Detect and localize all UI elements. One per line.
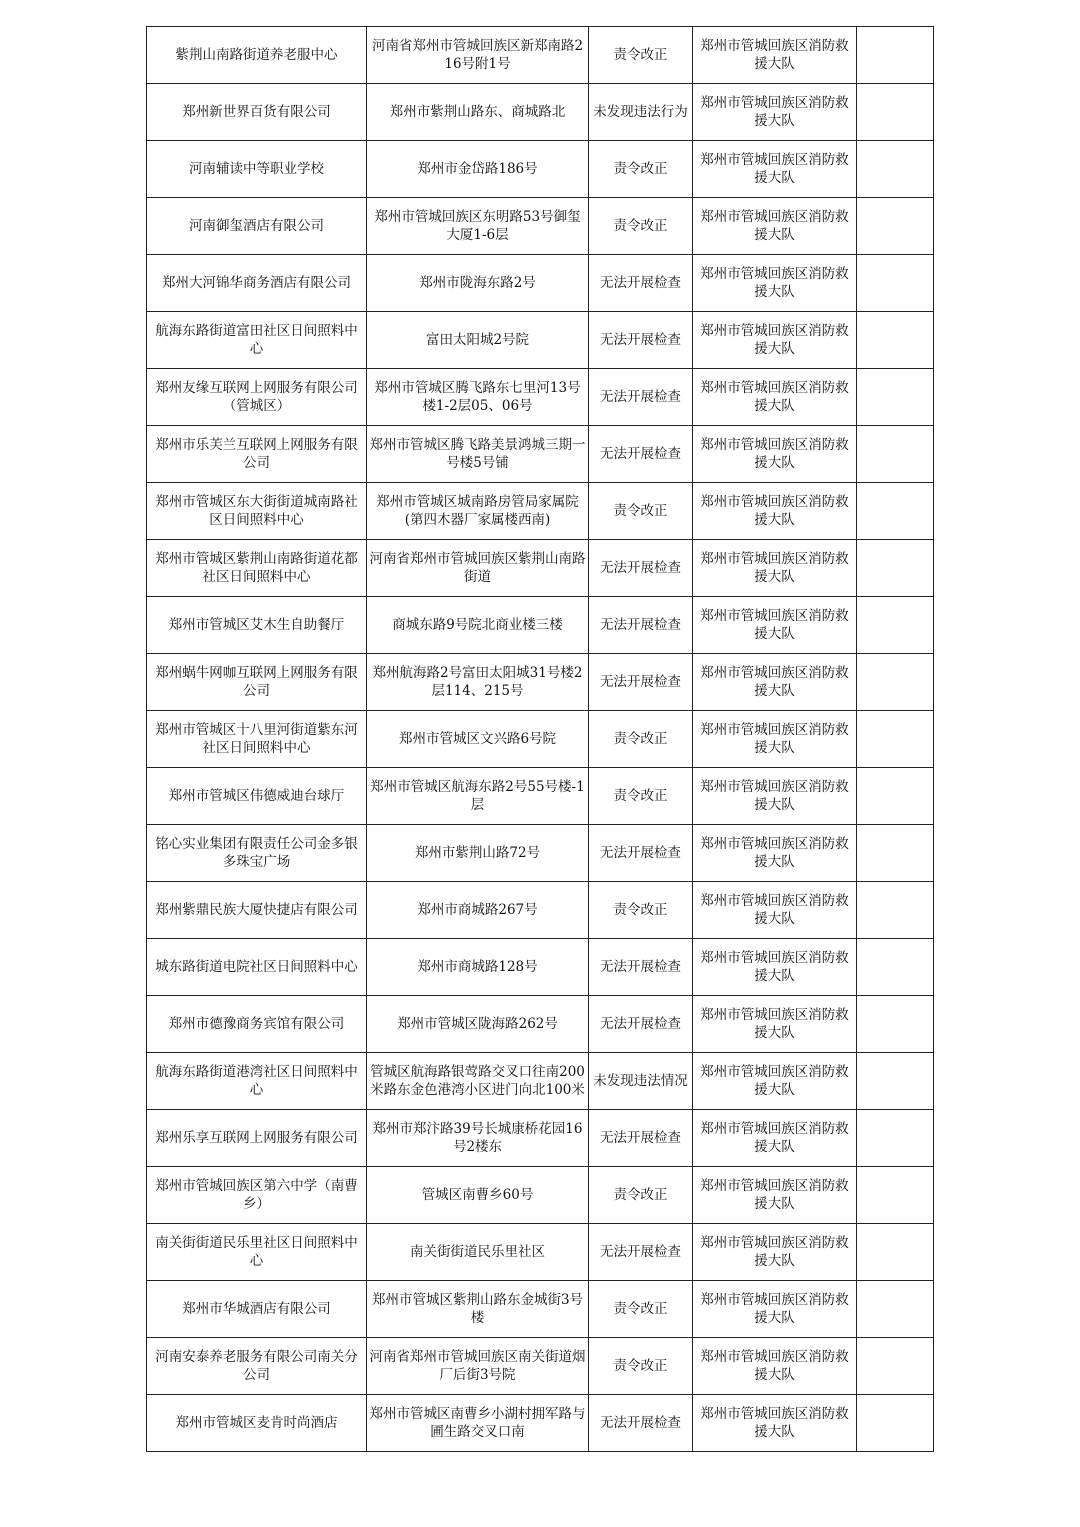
result-cell: 无法开展检查 [589, 369, 693, 426]
note-cell [857, 540, 934, 597]
unit-name-cell: 南关街街道民乐里社区日间照料中心 [147, 1224, 367, 1281]
department-cell: 郑州市管城回族区消防救援大队 [693, 198, 857, 255]
result-cell: 未发现违法行为 [589, 84, 693, 141]
unit-name-cell: 郑州市管城区麦肯时尚酒店 [147, 1395, 367, 1452]
department-cell: 郑州市管城回族区消防救援大队 [693, 996, 857, 1053]
table-row [147, 711, 934, 768]
unit-name-cell: 郑州友缘互联网上网服务有限公司（管城区） [147, 369, 367, 426]
address-cell: 郑州市金岱路186号 [367, 141, 589, 198]
result-cell: 无法开展检查 [589, 939, 693, 996]
department-cell: 郑州市管城回族区消防救援大队 [693, 255, 857, 312]
address-cell: 郑州市管城区文兴路6号院 [367, 711, 589, 768]
note-cell [857, 768, 934, 825]
note-cell [857, 825, 934, 882]
table-row [147, 141, 934, 198]
address-cell: 郑州市管城区陇海路262号 [367, 996, 589, 1053]
address-cell: 管城区南曹乡60号 [367, 1167, 589, 1224]
result-cell: 无法开展检查 [589, 540, 693, 597]
department-cell: 郑州市管城回族区消防救援大队 [693, 654, 857, 711]
note-cell [857, 84, 934, 141]
result-cell: 责令改正 [589, 1338, 693, 1395]
department-cell: 郑州市管城回族区消防救援大队 [693, 141, 857, 198]
unit-name-cell: 郑州市乐芙兰互联网上网服务有限公司 [147, 426, 367, 483]
address-cell: 郑州市管城区南曹乡小湖村拥军路与圃生路交叉口南 [367, 1395, 589, 1452]
department-cell: 郑州市管城回族区消防救援大队 [693, 1053, 857, 1110]
result-cell: 责令改正 [589, 1281, 693, 1338]
note-cell [857, 654, 934, 711]
department-cell: 郑州市管城回族区消防救援大队 [693, 84, 857, 141]
table-row [147, 483, 934, 540]
note-cell [857, 1338, 934, 1395]
note-cell [857, 597, 934, 654]
table-row [147, 768, 934, 825]
table-row [147, 255, 934, 312]
unit-name-cell: 郑州市管城区伟德威迪台球厅 [147, 768, 367, 825]
note-cell [857, 939, 934, 996]
unit-name-cell: 河南御玺酒店有限公司 [147, 198, 367, 255]
result-cell: 无法开展检查 [589, 1224, 693, 1281]
department-cell: 郑州市管城回族区消防救援大队 [693, 1167, 857, 1224]
table-row [147, 1167, 934, 1224]
department-cell: 郑州市管城回族区消防救援大队 [693, 483, 857, 540]
department-cell: 郑州市管城回族区消防救援大队 [693, 1338, 857, 1395]
address-cell: 郑州航海路2号富田太阳城31号楼2层114、215号 [367, 654, 589, 711]
address-cell: 郑州市紫荆山路东、商城路北 [367, 84, 589, 141]
department-cell: 郑州市管城回族区消防救援大队 [693, 597, 857, 654]
department-cell: 郑州市管城回族区消防救援大队 [693, 825, 857, 882]
note-cell [857, 1053, 934, 1110]
unit-name-cell: 郑州市德豫商务宾馆有限公司 [147, 996, 367, 1053]
table-row [147, 654, 934, 711]
result-cell: 责令改正 [589, 483, 693, 540]
result-cell: 责令改正 [589, 141, 693, 198]
unit-name-cell: 郑州市管城区东大街街道城南路社区日间照料中心 [147, 483, 367, 540]
table-row [147, 27, 934, 84]
table-row [147, 369, 934, 426]
table-row [147, 312, 934, 369]
table-row [147, 1338, 934, 1395]
note-cell [857, 141, 934, 198]
unit-name-cell: 河南辅读中等职业学校 [147, 141, 367, 198]
unit-name-cell: 河南安泰养老服务有限公司南关分公司 [147, 1338, 367, 1395]
unit-name-cell: 郑州市管城区艾木生自助餐厅 [147, 597, 367, 654]
table-row [147, 426, 934, 483]
department-cell: 郑州市管城回族区消防救援大队 [693, 939, 857, 996]
address-cell: 郑州市商城路128号 [367, 939, 589, 996]
table-row [147, 1281, 934, 1338]
result-cell: 未发现违法情况 [589, 1053, 693, 1110]
note-cell [857, 426, 934, 483]
unit-name-cell: 郑州乐享互联网上网服务有限公司 [147, 1110, 367, 1167]
unit-name-cell: 郑州市管城回族区第六中学（南曹乡） [147, 1167, 367, 1224]
address-cell: 郑州市管城区航海东路2号55号楼-1层 [367, 768, 589, 825]
unit-name-cell: 郑州大河锦华商务酒店有限公司 [147, 255, 367, 312]
department-cell: 郑州市管城回族区消防救援大队 [693, 27, 857, 84]
result-cell: 无法开展检查 [589, 825, 693, 882]
address-cell: 南关街街道民乐里社区 [367, 1224, 589, 1281]
result-cell: 责令改正 [589, 882, 693, 939]
table-row [147, 84, 934, 141]
unit-name-cell: 铭心实业集团有限责任公司金多银多珠宝广场 [147, 825, 367, 882]
result-cell: 无法开展检查 [589, 1110, 693, 1167]
address-cell: 郑州市管城区紫荆山路东金城街3号楼 [367, 1281, 589, 1338]
department-cell: 郑州市管城回族区消防救援大队 [693, 312, 857, 369]
table-row [147, 540, 934, 597]
note-cell [857, 27, 934, 84]
note-cell [857, 312, 934, 369]
unit-name-cell: 紫荆山南路街道养老服中心 [147, 27, 367, 84]
table-row [147, 1224, 934, 1281]
address-cell: 郑州市管城区城南路房管局家属院(第四木器厂家属楼西南) [367, 483, 589, 540]
table-row [147, 939, 934, 996]
address-cell: 郑州市郑汴路39号长城康桥花园16号2楼东 [367, 1110, 589, 1167]
result-cell: 无法开展检查 [589, 996, 693, 1053]
address-cell: 郑州市陇海东路2号 [367, 255, 589, 312]
unit-name-cell: 郑州新世界百货有限公司 [147, 84, 367, 141]
result-cell: 责令改正 [589, 198, 693, 255]
address-cell: 郑州市商城路267号 [367, 882, 589, 939]
inspection-table [146, 26, 934, 1452]
result-cell: 无法开展检查 [589, 597, 693, 654]
result-cell: 责令改正 [589, 711, 693, 768]
note-cell [857, 1110, 934, 1167]
table-row [147, 597, 934, 654]
unit-name-cell: 郑州市管城区十八里河街道紫东河社区日间照料中心 [147, 711, 367, 768]
note-cell [857, 255, 934, 312]
result-cell: 责令改正 [589, 768, 693, 825]
unit-name-cell: 郑州蜗牛网咖互联网上网服务有限公司 [147, 654, 367, 711]
address-cell: 郑州市管城区腾飞路美景鸿城三期一号楼5号铺 [367, 426, 589, 483]
unit-name-cell: 郑州市华城酒店有限公司 [147, 1281, 367, 1338]
address-cell: 河南省郑州市管城回族区新郑南路216号附1号 [367, 27, 589, 84]
result-cell: 无法开展检查 [589, 1395, 693, 1452]
department-cell: 郑州市管城回族区消防救援大队 [693, 711, 857, 768]
result-cell: 责令改正 [589, 27, 693, 84]
note-cell [857, 1395, 934, 1452]
department-cell: 郑州市管城回族区消防救援大队 [693, 426, 857, 483]
address-cell: 富田太阳城2号院 [367, 312, 589, 369]
department-cell: 郑州市管城回族区消防救援大队 [693, 1395, 857, 1452]
table-row [147, 1110, 934, 1167]
department-cell: 郑州市管城回族区消防救援大队 [693, 1110, 857, 1167]
address-cell: 郑州市管城区腾飞路东七里河13号楼1-2层05、06号 [367, 369, 589, 426]
unit-name-cell: 郑州紫鼎民族大厦快捷店有限公司 [147, 882, 367, 939]
unit-name-cell: 航海东路街道富田社区日间照料中心 [147, 312, 367, 369]
table-row [147, 825, 934, 882]
table-row [147, 996, 934, 1053]
note-cell [857, 996, 934, 1053]
result-cell: 责令改正 [589, 1167, 693, 1224]
unit-name-cell: 航海东路街道港湾社区日间照料中心 [147, 1053, 367, 1110]
department-cell: 郑州市管城回族区消防救援大队 [693, 768, 857, 825]
table-row [147, 1053, 934, 1110]
unit-name-cell: 郑州市管城区紫荆山南路街道花都社区日间照料中心 [147, 540, 367, 597]
result-cell: 无法开展检查 [589, 426, 693, 483]
department-cell: 郑州市管城回族区消防救援大队 [693, 1281, 857, 1338]
note-cell [857, 882, 934, 939]
table-row [147, 198, 934, 255]
note-cell [857, 1224, 934, 1281]
note-cell [857, 483, 934, 540]
note-cell [857, 711, 934, 768]
table-row [147, 1395, 934, 1452]
note-cell [857, 369, 934, 426]
result-cell: 无法开展检查 [589, 255, 693, 312]
address-cell: 河南省郑州市管城回族区南关街道烟厂后街3号院 [367, 1338, 589, 1395]
note-cell [857, 1281, 934, 1338]
address-cell: 郑州市管城回族区东明路53号御玺大厦1-6层 [367, 198, 589, 255]
department-cell: 郑州市管城回族区消防救援大队 [693, 1224, 857, 1281]
table-body [147, 27, 934, 1452]
address-cell: 河南省郑州市管城回族区紫荆山南路街道 [367, 540, 589, 597]
address-cell: 郑州市紫荆山路72号 [367, 825, 589, 882]
department-cell: 郑州市管城回族区消防救援大队 [693, 882, 857, 939]
address-cell: 管城区航海路银莺路交叉口往南200米路东金色港湾小区进门向北100米 [367, 1053, 589, 1110]
address-cell: 商城东路9号院北商业楼三楼 [367, 597, 589, 654]
department-cell: 郑州市管城回族区消防救援大队 [693, 540, 857, 597]
table-row [147, 882, 934, 939]
unit-name-cell: 城东路街道电院社区日间照料中心 [147, 939, 367, 996]
note-cell [857, 198, 934, 255]
result-cell: 无法开展检查 [589, 312, 693, 369]
result-cell: 无法开展检查 [589, 654, 693, 711]
department-cell: 郑州市管城回族区消防救援大队 [693, 369, 857, 426]
note-cell [857, 1167, 934, 1224]
